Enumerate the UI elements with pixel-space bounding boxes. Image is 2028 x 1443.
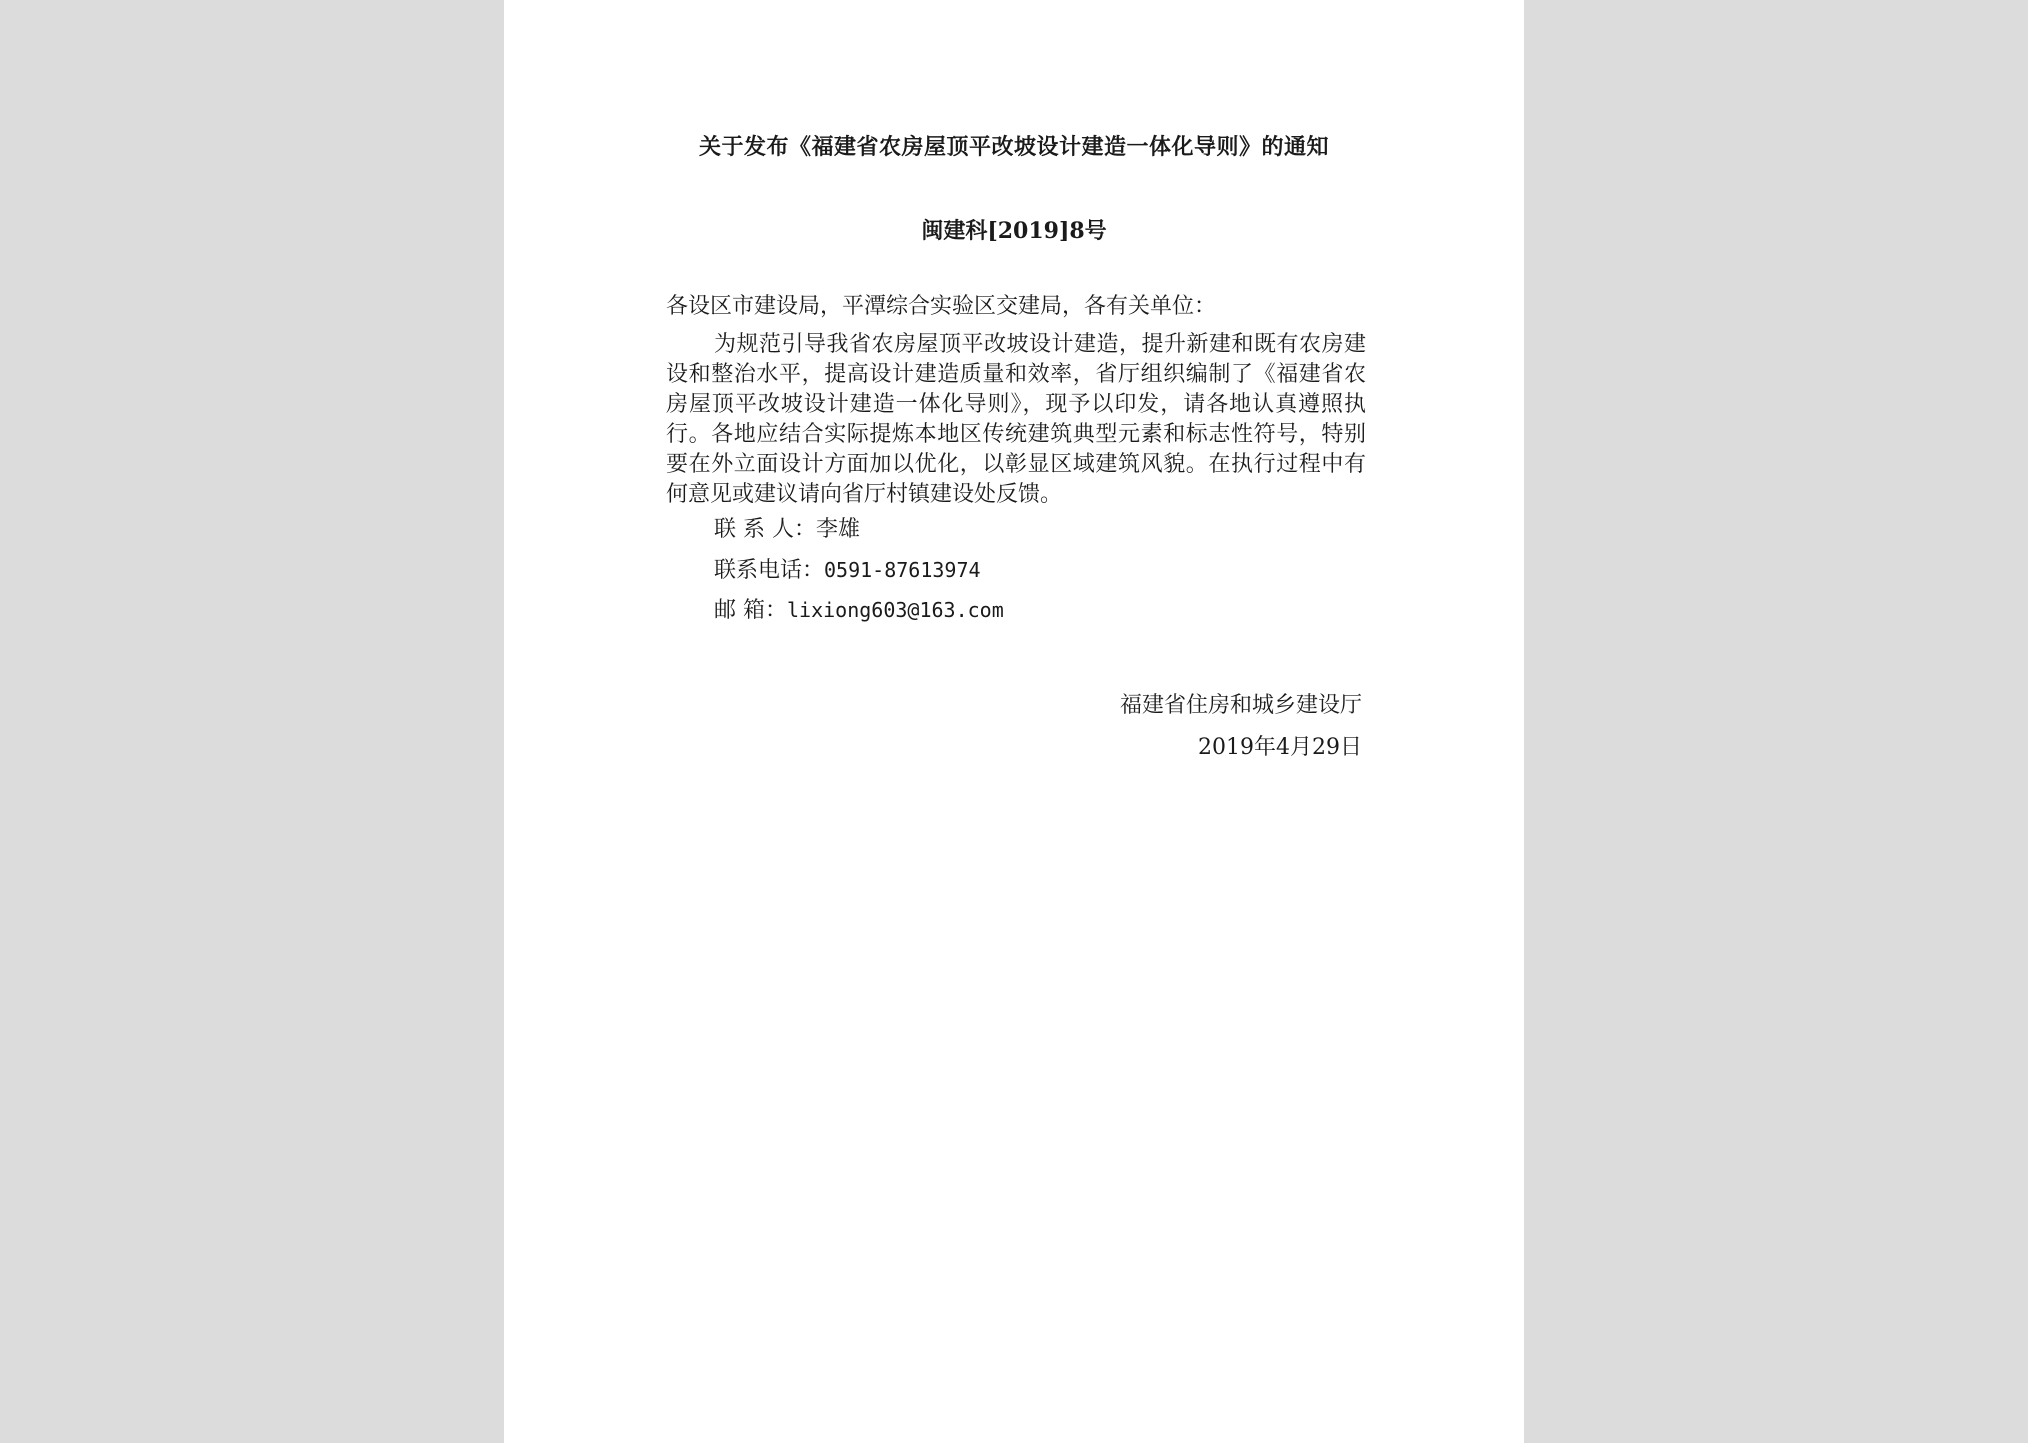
- document-body: [666, 292, 1366, 630]
- contact-phone-label: 联系电话：: [714, 558, 825, 583]
- signature-organization: 福建省住房和城乡建设厅: [1119, 693, 1362, 718]
- contact-phone-line: [666, 550, 1366, 590]
- document-page: [504, 0, 1524, 1443]
- contact-person-label: 联 系 人：: [714, 517, 816, 542]
- document-title: 关于发布《福建省农房屋顶平改坡设计建造一体化导则》的通知: [698, 134, 1329, 160]
- body-paragraph: 为规范引导我省农房屋顶平改坡设计建造，提升新建和既有农房建设和整治水平，提高设计建造质量和效率，省厅组织编制了《福建省农房屋顶平改坡设计建造一体化导则》，现予以印发，请各地认真遵照执行。各地应结合实际提炼本地区传统建筑典型元素和标志性符号，特别要在外立面设计方面加以优化，以彰显区域建筑风貌。在执行过程中有何意见或建议请向省厅村镇建设处反馈。: [666, 332, 1366, 507]
- salutation: 各设区市建设局，平潭综合实验区交建局，各有关单位：: [666, 294, 1217, 319]
- contact-email-label: 邮 箱：: [714, 598, 787, 623]
- contact-email-value: lixiong603@163.com: [787, 598, 1004, 622]
- contact-phone-value: 0591-87613974: [824, 558, 981, 582]
- signature-date: 2019年4月29日: [1198, 735, 1362, 760]
- document-number: 闽建科[2019]8号: [921, 218, 1107, 244]
- contact-email-line: [666, 590, 1366, 630]
- contact-person-value: 李雄: [816, 517, 861, 542]
- contact-person-line: [666, 510, 1366, 550]
